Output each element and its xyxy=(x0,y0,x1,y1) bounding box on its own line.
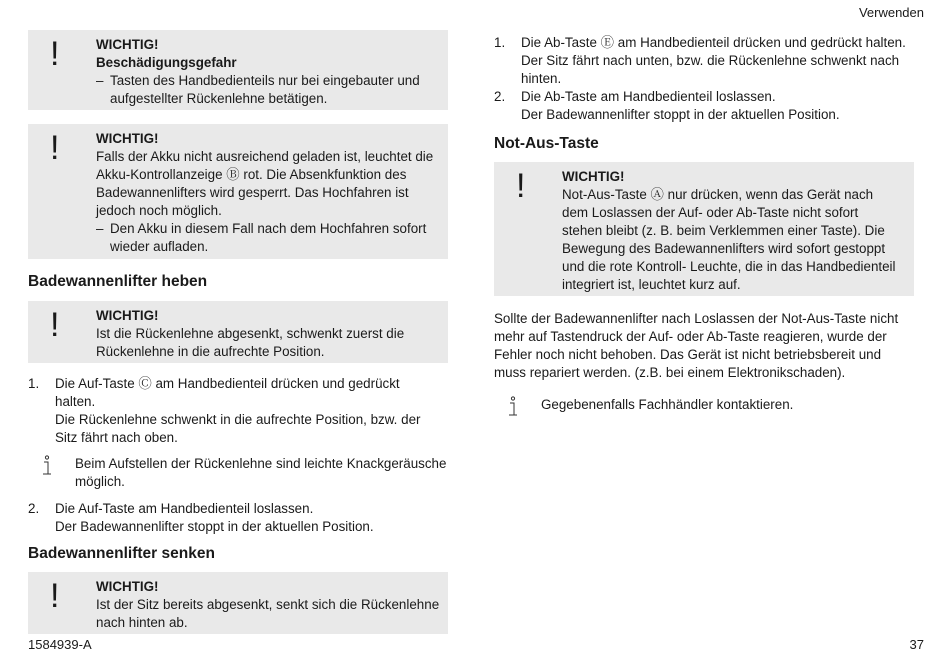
running-header: Verwenden xyxy=(858,5,924,20)
step-line: Der Badewannenlifter stoppt in der aktuellen Position. xyxy=(55,519,374,534)
step-number: 2. xyxy=(28,501,40,516)
warning-text-line: nach hinten ab. xyxy=(96,615,188,630)
step-item xyxy=(494,34,914,88)
heading-notaus: Not-Aus-Taste xyxy=(494,135,599,152)
step-line: Der Badewannenlifter stoppt in der aktuellen Position. xyxy=(521,107,840,122)
warning-text-line: Rückenlehne in die aufrechte Position. xyxy=(96,344,325,359)
paragraph-line: Fehler noch nicht behoben. Das Gerät ist nicht betriebsbereit und xyxy=(494,347,882,362)
step-line: Die Auf-Taste am Handbedienteil loslassen. xyxy=(55,501,314,516)
warning-text-line: Ist der Sitz bereits abgesenkt, senkt sich die Rückenlehne xyxy=(96,597,440,612)
step-line: Sitz fährt nach oben. xyxy=(55,430,178,445)
heading-senken: Badewannenlifter senken xyxy=(28,545,215,562)
paragraph xyxy=(494,310,914,382)
step-line: halten. xyxy=(55,394,96,409)
warning-item xyxy=(96,72,440,108)
warning-item-line: – Tasten des Handbedienteils nur bei eingebauter und xyxy=(110,73,420,88)
warning-title: WICHTIG! xyxy=(96,131,159,146)
warning-title: WICHTIG! xyxy=(96,579,159,594)
warning-box-heben xyxy=(28,301,448,363)
paragraph-line: mehr auf Tastendruck der Auf- oder Ab-Taste reagieren, wurde der xyxy=(494,329,887,344)
info-icon xyxy=(506,396,520,418)
step-line: hinten. xyxy=(521,71,562,86)
warning-title: WICHTIG! xyxy=(96,308,159,323)
warning-text-line: und die rote Kontroll- Leuchte, die in das Handbedienteil xyxy=(562,259,896,274)
info-icon xyxy=(40,455,54,477)
step-line: Die Auf-Taste Ⓒ am Handbedienteil drücken und gedrückt xyxy=(55,376,400,391)
warning-item-line: wieder aufladen. xyxy=(110,239,209,254)
step-line: Die Ab-Taste am Handbedienteil loslassen. xyxy=(521,89,776,104)
heading-heben: Badewannenlifter heben xyxy=(28,273,208,290)
paragraph-line: Sollte der Badewannenlifter nach Loslassen der Not-Aus-Taste nicht xyxy=(494,311,899,326)
warning-text-line: Ist die Rückenlehne abgesenkt, schwenkt zuerst die xyxy=(96,326,405,341)
document-id: 1584939-A xyxy=(28,637,92,652)
step-line: Die Rückenlehne schwenkt in die aufrechte Position, bzw. der xyxy=(55,412,421,427)
paragraph-line: muss repariert werden. (z.B. bei einem Elektronikschaden). xyxy=(494,365,846,380)
warning-title: WICHTIG! xyxy=(96,37,159,52)
step-line: Die Ab-Taste Ⓔ am Handbedienteil drücken und gedrückt halten. xyxy=(521,35,906,50)
warning-text-line: dem Loslassen der Auf- oder Ab-Taste nicht sofort xyxy=(562,205,859,220)
step-item xyxy=(28,375,448,447)
exclamation-icon: ! xyxy=(50,129,60,167)
step-line: Der Sitz fährt nach unten, bzw. die Rückenlehne schwenkt nach xyxy=(521,53,900,68)
warning-text-line: Bewegung des Badewannenlifters wird sofort gestoppt xyxy=(562,241,886,256)
warning-text-line: stehen bleibt (z. B. beim Verklemmen einer Taste). Die xyxy=(562,223,885,238)
step-item xyxy=(494,88,914,124)
step-number: 2. xyxy=(494,89,506,104)
warning-text-line: Not-Aus-Taste Ⓐ nur drücken, wenn das Gerät nach xyxy=(562,187,874,202)
info-note xyxy=(494,396,914,414)
warning-text-line: Badewannenlifters wird gesperrt. Das Hochfahren ist xyxy=(96,185,409,200)
step-number: 1. xyxy=(494,35,506,50)
step-item xyxy=(28,500,448,536)
exclamation-icon: ! xyxy=(50,306,60,344)
page-number: 37 xyxy=(909,637,924,652)
warning-text-line: Falls der Akku nicht ausreichend geladen ist, leuchtet die xyxy=(96,149,434,164)
warning-box-damage xyxy=(28,30,448,110)
info-line: möglich. xyxy=(75,474,125,489)
left-column xyxy=(28,30,448,634)
warning-text-line: Akku-Kontrollanzeige Ⓑ rot. Die Absenkfunktion des xyxy=(96,167,407,182)
warning-text-line: integriert ist, leuchtet kurz auf. xyxy=(562,277,741,292)
info-note xyxy=(28,455,448,491)
exclamation-icon: ! xyxy=(516,167,526,205)
warning-box-battery xyxy=(28,124,448,259)
warning-title: WICHTIG! xyxy=(562,169,625,184)
warning-item-line: aufgestellter Rückenlehne betätigen. xyxy=(110,91,328,106)
step-number: 1. xyxy=(28,376,40,391)
warning-box-senken xyxy=(28,572,448,634)
warning-box-notaus xyxy=(494,162,914,296)
warning-item-line: – Den Akku in diesem Fall nach dem Hochfahren sofort xyxy=(110,221,427,236)
info-line: Beim Aufstellen der Rückenlehne sind leichte Knackgeräusche xyxy=(75,456,447,471)
right-column xyxy=(494,34,914,414)
warning-text-line: jedoch noch möglich. xyxy=(96,203,222,218)
exclamation-icon: ! xyxy=(50,577,60,615)
exclamation-icon: ! xyxy=(50,35,60,73)
info-line: Gegebenenfalls Fachhändler kontaktieren. xyxy=(541,397,794,412)
warning-subtitle: Beschädigungsgefahr xyxy=(96,55,237,70)
warning-item xyxy=(96,220,440,256)
